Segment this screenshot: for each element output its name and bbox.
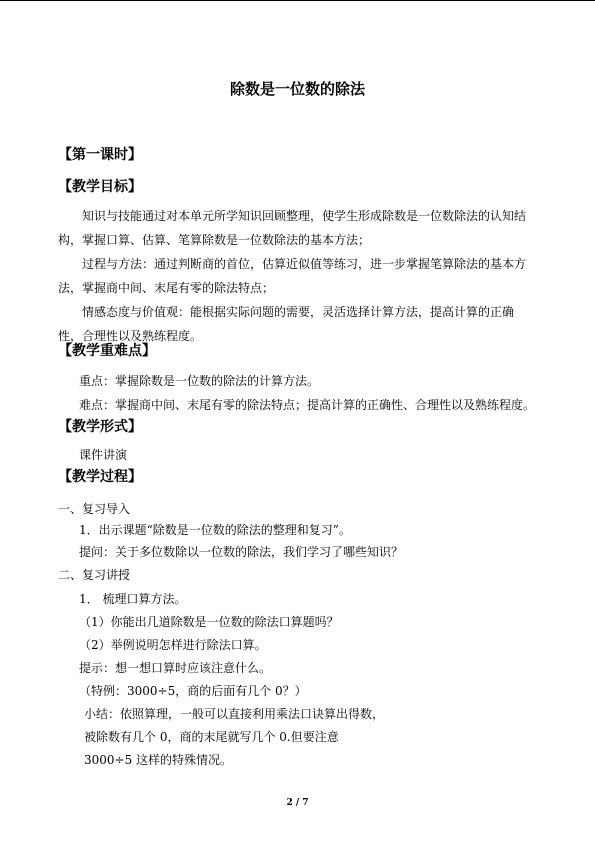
question-2: （2）举例说明怎样进行除法口算。 xyxy=(79,638,267,652)
teaching-form: 课件讲演 xyxy=(79,448,128,462)
step-review-teaching: 二、复习讲授 xyxy=(58,568,131,582)
section-heading-form: 【教学形式】 xyxy=(58,419,142,435)
summary-line-1: 小结：依照算理，一般可以直接利用乘法口诀算出得数， xyxy=(84,707,385,721)
top-border xyxy=(0,0,595,1)
hint-text: 提示：想一想口算时应该注意什么。 xyxy=(79,661,272,675)
difficult-point: 难点：掌握商中间、末尾有零的除法特点；提高计算的正确性、合理性以及熟练程度。 xyxy=(79,398,536,412)
goal-process: 过程与方法：通过判断商的首位，估算近似值等练习，进一步掌握笔算除法的基本方法，掌握商中间、末尾有零的除法特点； xyxy=(58,257,527,295)
oral-calc-method: 1． 梳理口算方法。 xyxy=(79,592,187,606)
summary-line-2: 被除数有几个 0，商的末尾就写几个 0.但要注意 xyxy=(84,730,339,744)
key-point: 重点：掌握除数是一位数的除法的计算方法。 xyxy=(79,374,320,388)
special-case: （特例：3000÷5，商的后面有几个 0？） xyxy=(79,684,307,698)
step-review-intro: 一、复习导入 xyxy=(58,502,131,516)
page-number: 2 / 7 xyxy=(286,798,309,808)
step-review-question: 提问：关于多位数除以一位数的除法，我们学习了哪些知识？ xyxy=(79,545,404,559)
summary-line-3: 3000÷5 这样的特殊情况。 xyxy=(84,753,233,767)
section-heading-goals: 【教学目标】 xyxy=(58,179,142,195)
section-heading-lesson: 【第一课时】 xyxy=(58,147,142,163)
section-heading-process: 【教学过程】 xyxy=(58,469,142,485)
step-review-topic: 1．出示课题“除数是一位数的除法的整理和复习”。 xyxy=(79,523,351,537)
goal-attitude: 情感态度与价值观：能根据实际问题的需要，灵活选择计算方法，提高计算的正确性，合理性以及熟练程度。 xyxy=(58,305,515,343)
question-1: （1）你能出几道除数是一位数的除法口算题吗？ xyxy=(79,615,339,629)
goal-knowledge: 知识与技能通过对本单元所学知识回顾整理，使学生形成除数是一位数除法的认知结构，掌握口算、估算、笔算除数是一位数除法的基本方法； xyxy=(58,209,527,247)
section-heading-key-points: 【教学重难点】 xyxy=(58,343,156,359)
page-title: 除数是一位数的除法 xyxy=(229,80,365,98)
